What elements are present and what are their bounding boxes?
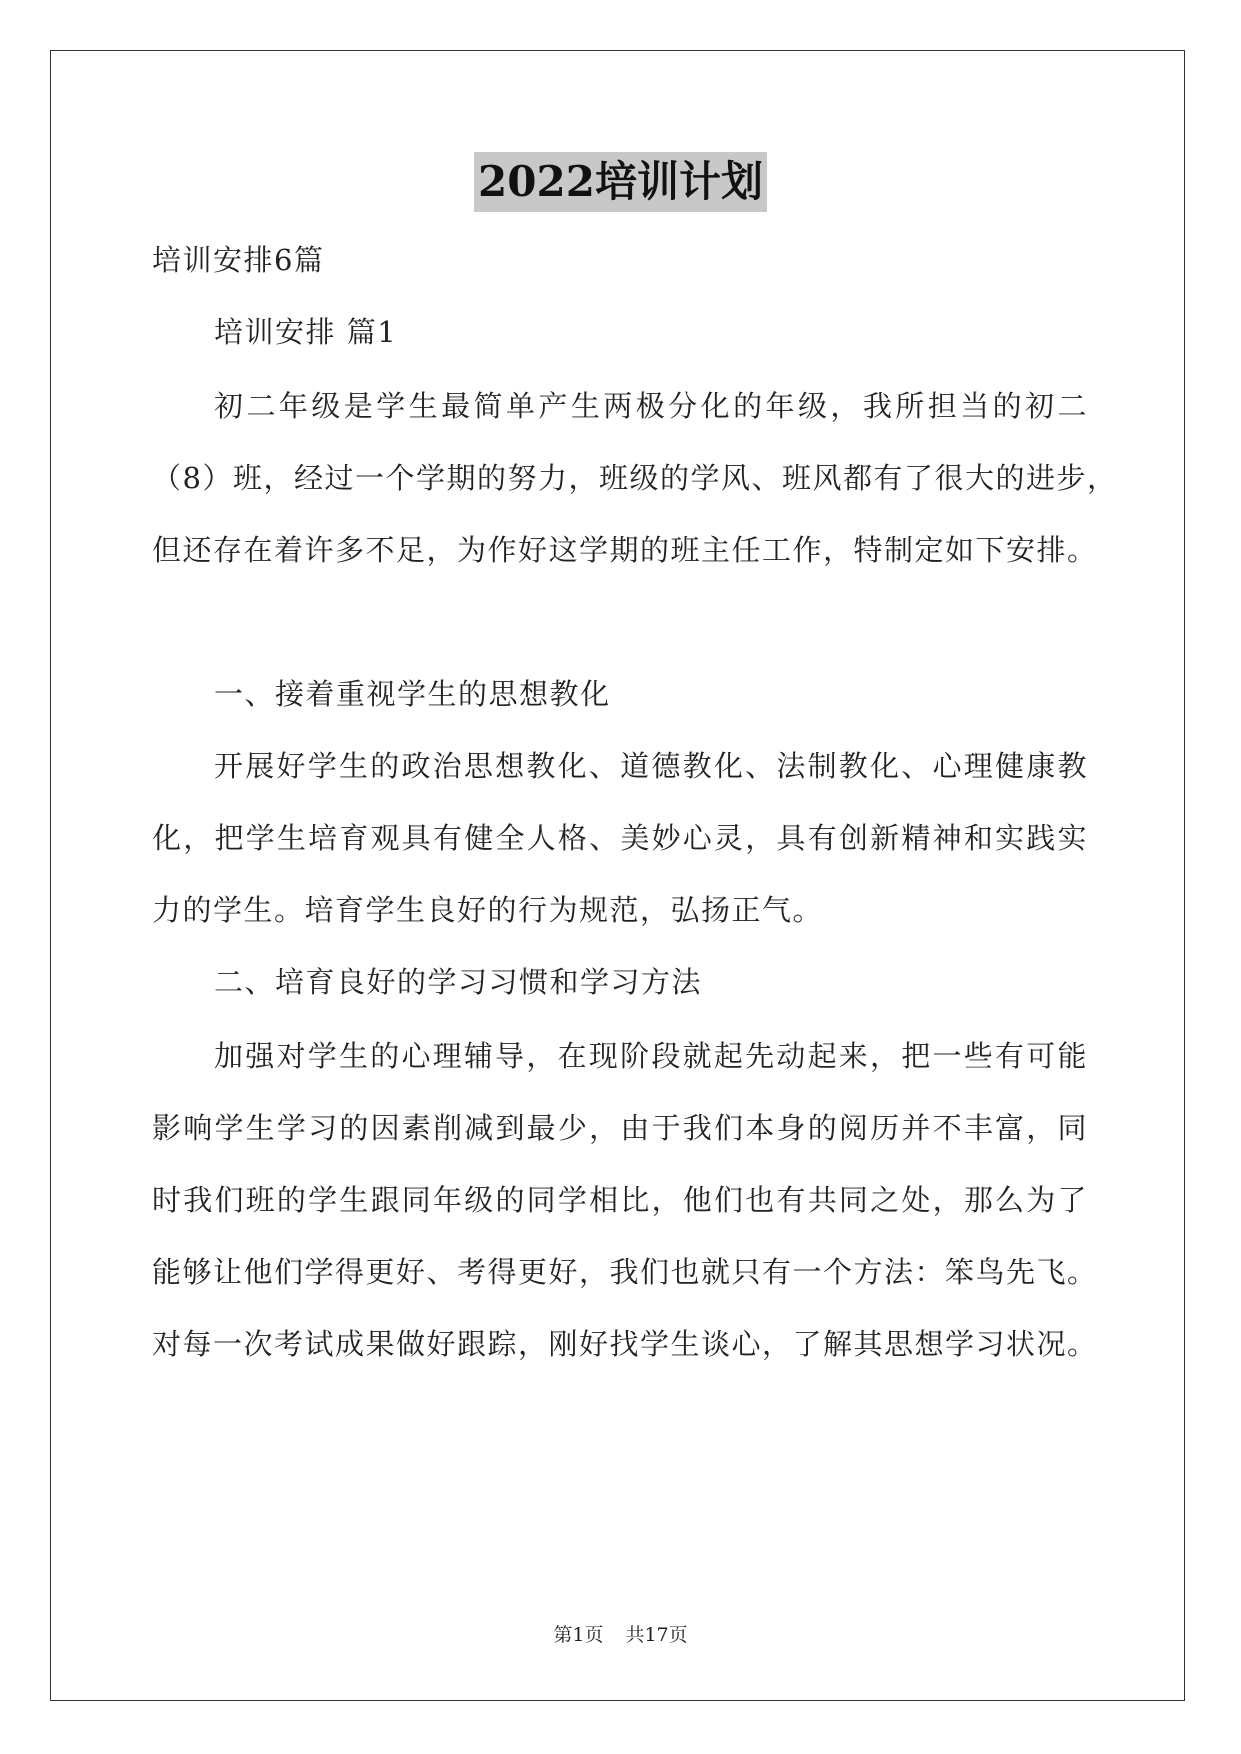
paragraph-line: 加强对学生的心理辅导，在现阶段就起先动起来，把一些有可能 xyxy=(214,1039,1088,1073)
paragraph-line: 时我们班的学生跟同年级的同学相比，他们也有共同之处，那么为了 xyxy=(152,1183,1088,1217)
paragraph-line: 力的学生。培育学生良好的行为规范，弘扬正气。 xyxy=(152,893,824,927)
page-footer xyxy=(0,1622,1241,1648)
paragraph-line: （8）班，经过一个学期的努力，班级的学风、班风都有了很大的进步， xyxy=(152,461,1118,495)
page-border xyxy=(50,50,1185,1701)
page-total: 共17页 xyxy=(625,1624,688,1646)
paragraph-line: 对每一次考试成果做好跟踪，刚好找学生谈心，了解其思想学习状况。 xyxy=(152,1327,1098,1361)
section-heading: 一、接着重视学生的思想教化 xyxy=(214,677,611,711)
paragraph-line: 影响学生学习的因素削减到最少，由于我们本身的阅历并不丰富，同 xyxy=(152,1111,1088,1145)
paragraph-line: 化，把学生培育观具有健全人格、美妙心灵，具有创新精神和实践实 xyxy=(152,821,1088,855)
page-number: 第1页 xyxy=(553,1624,604,1646)
paragraph-line: 但还存在着许多不足，为作好这学期的班主任工作，特制定如下安排。 xyxy=(152,533,1098,567)
paragraph-line: 开展好学生的政治思想教化、道德教化、法制教化、心理健康教 xyxy=(214,749,1088,783)
document-subtitle: 培训安排6篇 xyxy=(152,243,325,277)
section-heading: 培训安排 篇1 xyxy=(214,315,398,349)
paragraph-line: 能够让他们学得更好、考得更好，我们也就只有一个方法：笨鸟先飞。 xyxy=(152,1255,1098,1289)
paragraph-line: 初二年级是学生最简单产生两极分化的年级，我所担当的初二 xyxy=(214,389,1088,423)
document-title: 2022培训计划 xyxy=(474,152,767,212)
title-container xyxy=(0,152,1241,212)
section-heading: 二、培育良好的学习习惯和学习方法 xyxy=(214,965,703,999)
